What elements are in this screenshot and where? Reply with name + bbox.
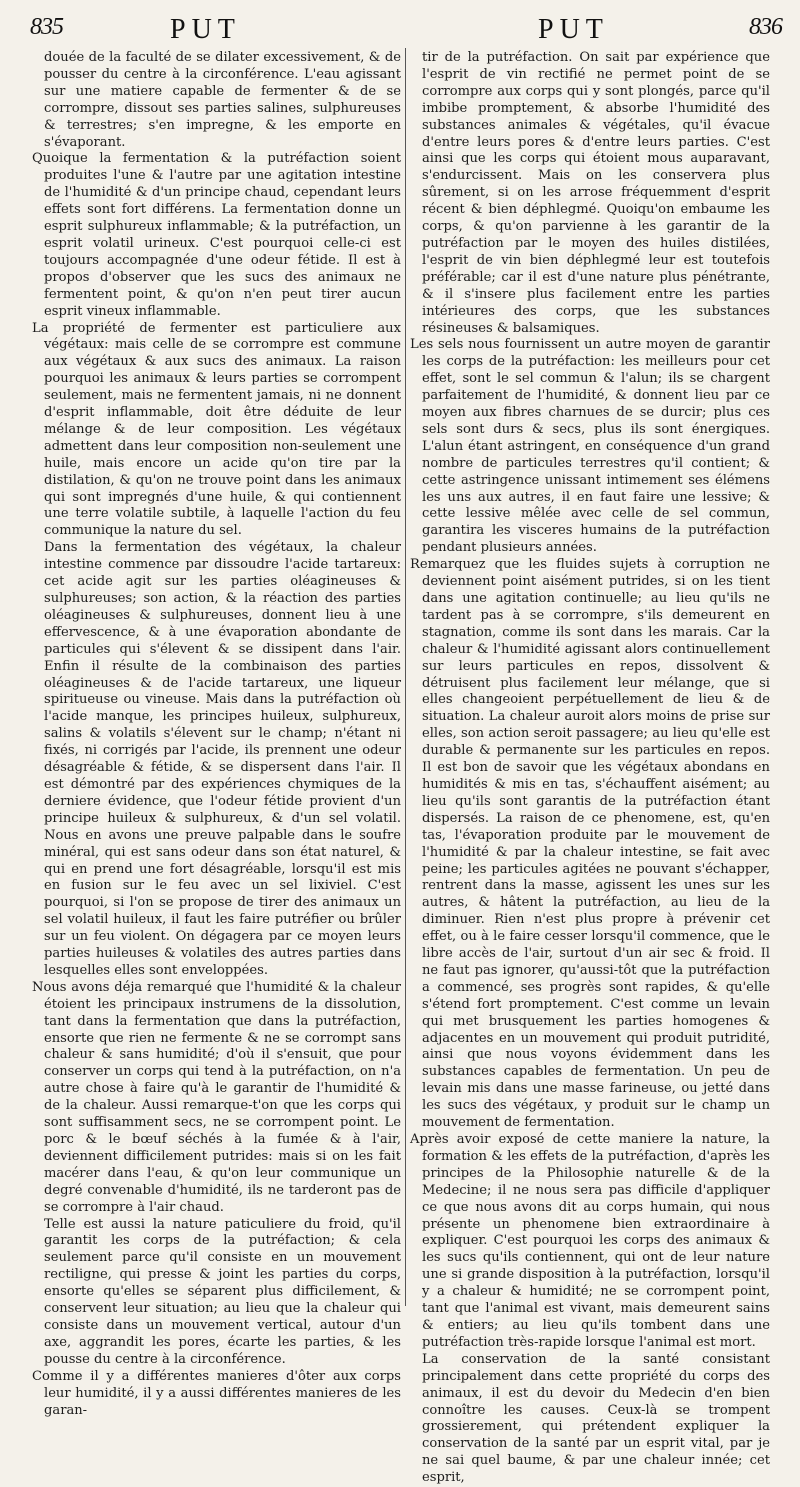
left-running-head: PUT bbox=[170, 14, 241, 45]
paragraph: tir de la putréfaction. On sait par expérience que l'esprit de vin rectifié ne permet point de se corrompre aux corps qui y sont plongés, parce qu'il imbibe promptement, & absorbe l'humidité des substances animales & végétales, qu'il évacue d'entre leurs pores & d'entre leurs parties. C'est ainsi que les corps qui étoient mous auparavant, s'endurcissent. Mais on les conservera plus sûrement, si on les arrose fréquemment d'esprit récent & bien déphlegmé. Quoiqu'on embaume les corps, & qu'on parvienne à les garantir de la putréfaction par le moyen des huiles distilées, l'esprit de vin bien déphlegmé leur est toutefois préférable; car il est d'une nature plus pénétrante, & il s'insere plus facilement entre les parties intérieures des corps, que les substances résineuses & balsamiques. bbox=[422, 50, 770, 336]
page-header bbox=[0, 0, 800, 52]
paragraph: La conservation de la santé consistant principalement dans cette propriété du corps des animaux, il est du devoir du Medecin d'en bien connoître les causes. Ceux-là se trompent grossierement, qui prétendent expliquer la conservation de la santé par un esprit vital, par je ne sai quel baume, & par une chaleur innée; cet esprit, bbox=[422, 1351, 770, 1486]
paragraph: douée de la faculté de se dilater excessivement, & de pousser du centre à la circonférence. L'eau agissant sur une matiere capable de fermenter & de se corrompre, dissout ses parties salines, sulphureuses & terrestres; s'en impregne, & les emporte en s'évaporant. bbox=[44, 50, 401, 150]
paragraph: Telle est aussi la nature paticuliere du froid, qu'il garantit les corps de la putréfaction; & cela seulement parce qu'il consiste en un mouvement rectiligne, qui presse & joint les parties du corps, ensorte qu'elles se séparent plus difficilement, & conservent leur situation; au lieu que la chaleur qui consiste dans un mouvement vertical, autour d'un axe, aggrandit les pores, écarte les parties, & les pousse du centre à la circonférence. bbox=[44, 1216, 401, 1367]
paragraph: Les sels nous fournissent un autre moyen de garantir les corps de la putréfaction: les meilleurs pour cet effet, sont le sel commun & l'alun; ils se chargent parfaitement de l'humidité, & donnent lieu par ce moyen aux fibres charnues de se durcir; plus ces sels sont durs & secs, plus ils sont énergiques. L'alun étant astringent, en conséquence d'un grand nombre de particules terrestres qu'il contient; & cette astringence unissant intimement ses élémens les uns aux autres, il en faut faire une lessive; & cette lessive mêlée avec celle de sel commun, garantira les visceres humains de la putréfaction pendant plusieurs années. bbox=[410, 337, 770, 556]
column-divider bbox=[405, 48, 406, 1306]
paragraph: Dans la fermentation des végétaux, la chaleur intestine commence par dissoudre l'acide tartareux: cet acide agit sur les parties oléagineuses & sulphureuses; son action, & la réaction des parties oléagineuses & sulphureuses, donnent lieu à une effervescence, & à une évaporation abondante de particules qui s'élevent & se dissipent dans l'air. Enfin il résulte de la combinaison des parties oléagineuses & de l'acide tartareux, une liqueur spiritueuse ou vineuse. Mais dans la putréfaction où l'acide manque, les principes huileux, sulphureux, salins & volatils s'élevent sur le champ; n'étant ni fixés, ni corrigés par l'acide, ils prennent une odeur désagréable & fétide, & se dispersent dans l'air. Il est démontré par des expériences chymiques de la derniere évidence, que l'odeur fétide provient d'un principe huileux & sulphureux, & d'un sel volatil. Nous en avons une preuve palpable dans le soufre minéral, qui est sans odeur dans son état naturel, & qui en prend une fort désagréable, lorsqu'il est mis en fusion sur le feu avec un sel lixiviel. C'est pourquoi, si l'on se propose de tirer des animaux un sel volatil huileux, il faut les faire putréfier ou brûler sur un feu violent. On dégagera par ce moyen leurs parties huileuses & volatiles des autres parties dans lesquelles elles sont enveloppées. bbox=[44, 540, 401, 978]
paragraph: Après avoir exposé de cette maniere la nature, la formation & les effets de la putréfaction, d'après les principes de la Philosophie naturelle & de la Medecine; il ne nous sera pas difficile d'appliquer ce que nous avons dit au corps humain, qui nous présente un phenomene bien extraordinaire à expliquer. C'est pourquoi les corps des animaux & les sucs qu'ils contiennent, qui ont de leur nature une si grande disposition à la putréfaction, lorsqu'il y a chaleur & humidité; ne se corrompent point, tant que l'animal est vivant, mais demeurent sains & entiers; au lieu qu'ils tombent dans une putréfaction très-rapide lorsque l'animal est mort. bbox=[410, 1132, 770, 1350]
left-column bbox=[32, 50, 401, 1418]
paragraph: Remarquez que les fluides sujets à corruption ne deviennent point aisément putrides, si on les tient dans une agitation continuelle; au lieu qu'ils ne tardent pas à se corrompre, s'ils demeurent en stagnation, comme ils sont dans les marais. Car la chaleur & l'humidité agissant alors continuellement sur leurs particules en repos, dissolvent & détruisent plus facilement leur mélange, que si elles changeoient perpétuellement de lieu & de situation. La chaleur auroit alors moins de prise sur elles, son action seroit passagere; au lieu qu'elle est durable & permanente sur les particules en repos. Il est bon de savoir que les végétaux abondans en humidités & mis en tas, s'échauffent aisément; au lieu qu'ils sont garantis de la putréfaction étant dispersés. La raison de ce phenomene, est, qu'en tas, l'évaporation produite par le mouvement de l'humidité & par la chaleur intestine, se fait avec peine; les particules agitées ne pouvant s'échapper, rentrent dans la masse, agissent les unes sur les autres, & hâtent la putréfaction, au lieu de la diminuer. Rien n'est plus propre à prévenir cet effet, ou à le faire cesser lorsqu'il commence, que le libre accès de l'air, surtout d'un air sec & froid. Il ne faut pas ignorer, qu'aussi-tôt que la putréfaction a commencé, ses progrès sont rapides, & qu'elle s'étend fort promptement. C'est comme un levain qui met brusquement les parties homogenes & adjacentes en un mouvement qui produit putridité, ainsi que nous voyons évidemment dans les substances capables de fermentation. Un peu de levain mis dans une masse farineuse, ou jetté dans les sucs des végétaux, y produit sur le champ un mouvement de fermentation. bbox=[410, 557, 770, 1131]
left-page-number: 835 bbox=[30, 14, 63, 40]
paragraph: La propriété de fermenter est particuliere aux végétaux: mais celle de se corrompre est commune aux végétaux & aux sucs des animaux. La raison pourquoi les animaux & leurs parties se corrompent seulement, mais ne fermentent jamais, ni ne donnent d'esprit inflammable, doit être déduite de leur mélange & de leur composition. Les végétaux admettent dans leur composition non-seulement une huile, mais encore un acide qu'on tire par la distilation, & qu'on ne trouve point dans les animaux qui sont impregnés d'une huile, & qui contiennent une terre volatile subtile, à laquelle l'action du feu communique la nature du sel. bbox=[32, 320, 401, 539]
right-page-number: 836 bbox=[749, 14, 782, 40]
paragraph: Quoique la fermentation & la putréfaction soient produites l'une & l'autre par une agitation intestine de l'humidité & d'un principe chaud, cependant leurs effets sont fort différens. La fermentation donne un esprit sulphureux inflammable; & la putréfaction, un esprit volatil urineux. C'est pourquoi celle-ci est toujours accompagnée d'une odeur fétide. Il est à propos d'observer que les sucs des animaux ne fermentent point, & qu'on n'en peut tirer aucun esprit vineux inflammable. bbox=[32, 151, 401, 319]
right-running-head: PUT bbox=[538, 14, 609, 45]
paragraph: Nous avons déja remarqué que l'humidité & la chaleur étoient les principaux instrumens de la dissolution, tant dans la fermentation que dans la putréfaction, ensorte que rien ne fermente & ne se corrompt sans chaleur & sans humidité; d'où il s'ensuit, que pour conserver un corps qui tend à la putréfaction, on n'a autre chose à faire qu'à le garantir de l'humidité & de la chaleur. Aussi remarque-t'on que les corps qui sont suffisamment secs, ne se corrompent point. Le porc & le bœuf séchés à la fumée & à l'air, deviennent difficilement putrides: mais si on les fait macérer dans l'eau, & qu'on leur communique un degré convenable d'humidité, ils ne tarderont pas de se corrompre à l'air chaud. bbox=[32, 979, 401, 1215]
right-column bbox=[410, 50, 770, 1486]
paragraph: Comme il y a différentes manieres d'ôter aux corps leur humidité, il y a aussi différentes manieres de les garan- bbox=[32, 1368, 401, 1418]
